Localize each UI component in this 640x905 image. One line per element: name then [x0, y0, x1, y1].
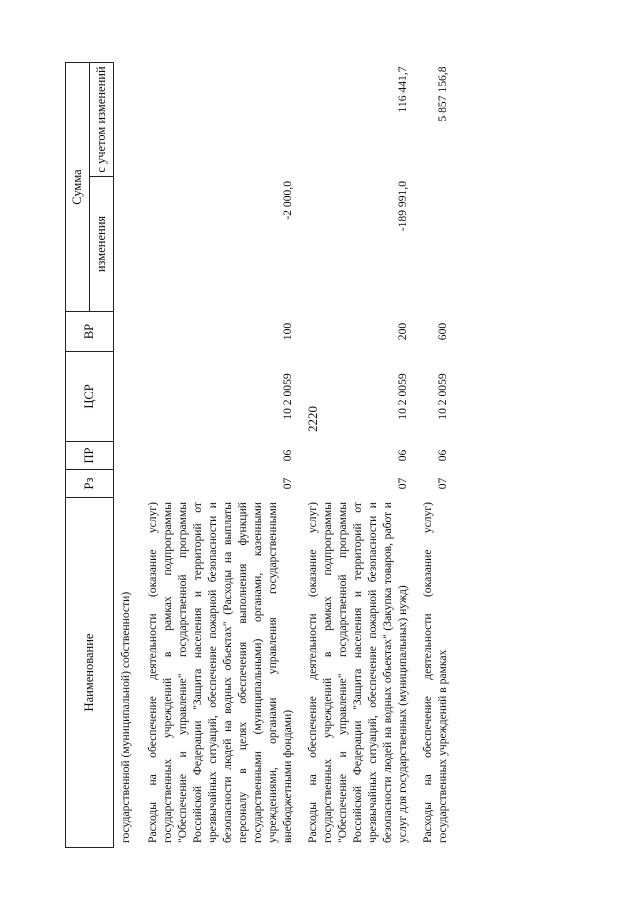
row-vr: 100 — [281, 322, 294, 341]
table-row — [114, 63, 140, 848]
rotated-table-container — [65, 63, 605, 848]
header-name: Наименование — [66, 498, 114, 848]
row-rz: 07 — [281, 477, 294, 490]
row-vr: 600 — [436, 322, 449, 341]
row-s-uchetom: 116 441,7 — [396, 66, 409, 113]
row-pr: 06 — [436, 449, 449, 462]
row-rz: 07 — [396, 477, 409, 490]
header-summa: Сумма — [66, 63, 90, 312]
row-s-uchetom: 5 857 156,8 — [436, 66, 449, 122]
row-name: Расходы на обеспечение деятельности (оказание услуг) государственных учреждений в рамках подпрограммы "Обеспечение и управление" государственной программы Российской Федерации "Защита населения и территорий от чрезвычайных ситуаций, обеспечение пожарной безопасности и безопасности людей на водных объектах" (Расходы на выплаты персоналу в целях обеспечения выполнения функций государственными (муниципальными) органами, казенными учреждениями, органами управления государственными внебюджетными фондами) — [146, 502, 294, 843]
row-izmeneniya — [114, 177, 140, 312]
table-row — [299, 63, 414, 848]
header-csr: ЦСР — [66, 352, 114, 442]
page-number: 2220 — [305, 406, 320, 432]
row-izmeneniya — [414, 177, 454, 312]
row-pr: 06 — [281, 449, 294, 462]
table-row — [139, 63, 299, 848]
row-csr: 10 2 0059 — [396, 373, 409, 420]
row-izmeneniya: -2 000,0 — [281, 181, 294, 220]
row-s-uchetom — [114, 63, 140, 177]
header-izmeneniya: изменения — [90, 177, 114, 312]
row-s-uchetom — [139, 63, 299, 177]
table-row — [414, 63, 454, 848]
row-rz: 07 — [436, 477, 449, 490]
header-s-uchetom: с учетом изменений — [90, 63, 114, 177]
row-pr — [114, 442, 140, 470]
row-name: Расходы на обеспечение деятельности (оказание услуг) государственных учреждений в рамках подпрограммы "Обеспечение и управление" государственной программы Российской Федерации "Защита населения и территорий от чрезвычайных ситуаций, обеспечение пожарной безопасности и безопасности людей на водных объектах" (Закупка товаров, работ и услуг для государственных (муниципальных) нужд) — [306, 502, 409, 843]
row-izmeneniya: -189 991,0 — [396, 181, 409, 232]
header-row-1 — [66, 63, 90, 848]
row-vr — [114, 312, 140, 352]
row-vr: 200 — [396, 322, 409, 341]
header-rz: Рз — [66, 470, 114, 498]
row-name: государственной (муниципальной) собственности) — [119, 591, 132, 843]
row-csr — [114, 352, 140, 442]
header-pr: ПР — [66, 442, 114, 470]
row-name: Расходы на обеспечение деятельности (оказание услуг) государственных учреждений в рамках — [421, 502, 449, 843]
budget-table — [65, 62, 454, 848]
row-pr: 06 — [396, 449, 409, 462]
header-vr: ВР — [66, 312, 114, 352]
row-rz — [114, 470, 140, 498]
row-csr: 10 2 0059 — [436, 373, 449, 420]
row-csr: 10 2 0059 — [281, 373, 294, 420]
